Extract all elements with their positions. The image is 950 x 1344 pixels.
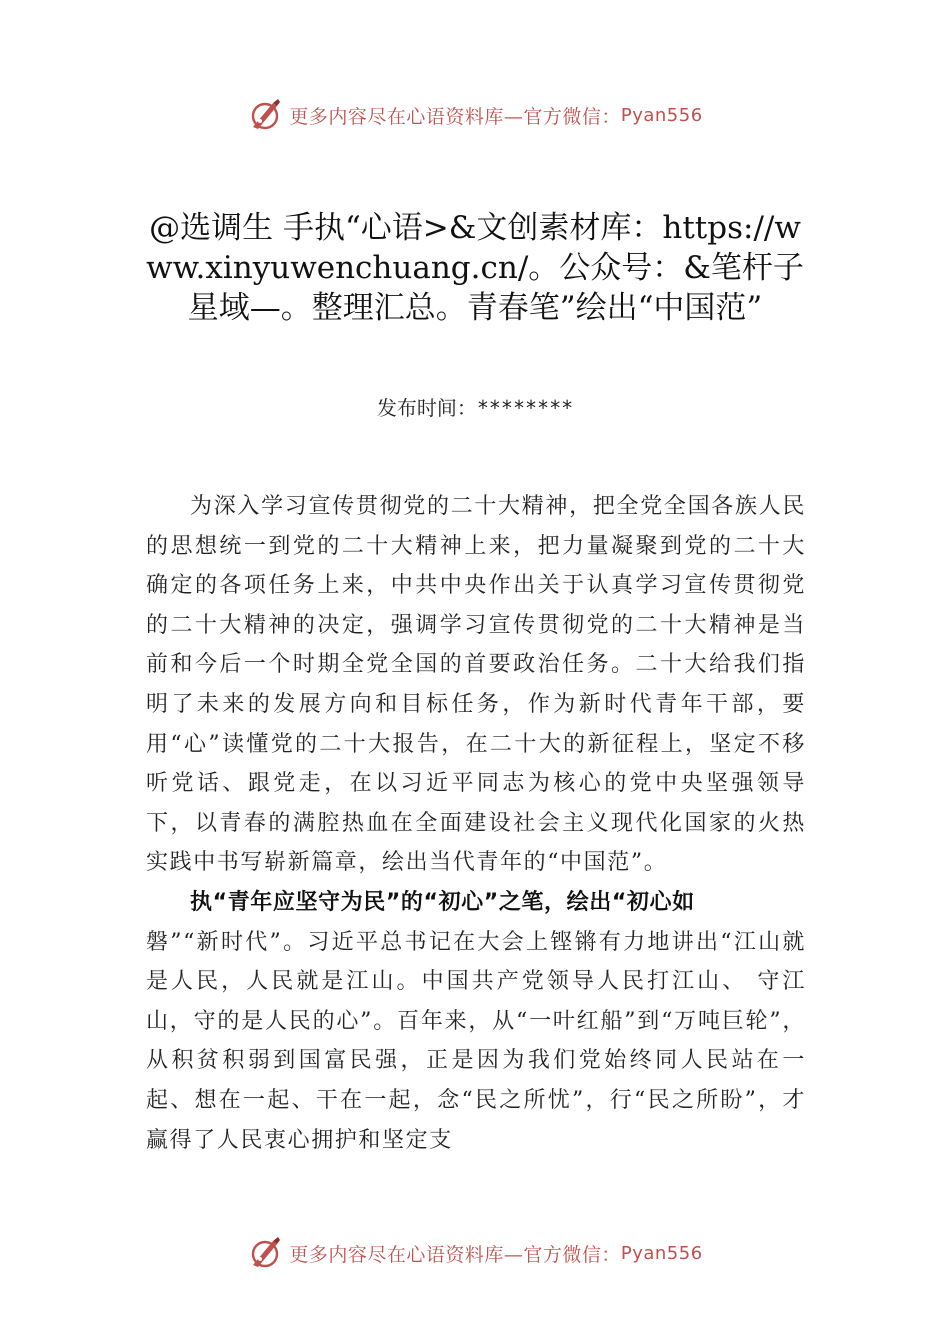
body-paragraph: 为深入学习宣传贯彻党的二十大精神，把全党全国各族人民的思想统一到党的二十大精神上来，把力量凝聚到党的二十大确定的各项任务上来，中共中央作出关于认真学习宣传贯彻党的二十大精神的决定，强调学习宣传贯彻党的二十大精神是当前和今后一个时期全党全国的首要政治任务。二十大给我们指明了未来的发展方向和目标任务，作为新时代青年干部，要用“心”读懂党的二十大报告，在二十大的新征程上，坚定不移听党话、跟党走，在以习近平同志为核心的党中央坚强领导下，以青春的满腔热血在全面建设社会主义现代化国家的火热实践中书写崭新篇章，绘出当代青年的“中国范”。 [146,494,806,876]
wechat-id: Pyan556 [620,1242,703,1264]
pen-circle-logo-icon [247,97,283,133]
body-paragraph: 磐”“新时代”。习近平总书记在大会上铿锵有力地讲出“江山就是人民，人民就是江山。中国共产党领导人民打江山、 守江山，守的是人民的心”。百年来，从“一叶红船”到“万吨巨轮”，从积贫积弱到国富民强，正是因为我们党始终同人民站在一起、想在一起、干在一起，念“民之所忧”，行“民之所盼”，才赢得了人民衷心拥护和坚定支 [146,929,806,1153]
document-body [146,487,806,1160]
footer-watermark-banner [0,1233,950,1273]
publish-date: 发布时间：******** [376,396,574,420]
watermark-text: 更多内容尽在心语资料库—官方微信： [289,105,621,128]
wechat-id: Pyan556 [620,104,703,126]
watermark-text: 更多内容尽在心语资料库—官方微信： [289,1243,621,1266]
pen-circle-logo-icon [247,1235,283,1271]
document-title: @选调生 手执“心语>&文创素材库：https://www.xinyuwenchuang.cn/。公众号：&笔杆子星域—。整理汇总。青春笔”绘出“中国范” [146,210,804,326]
section-heading: 执“青年应坚守为民”的“初心”之笔，绘出“初心如 [190,889,695,915]
header-watermark-banner [0,95,950,135]
